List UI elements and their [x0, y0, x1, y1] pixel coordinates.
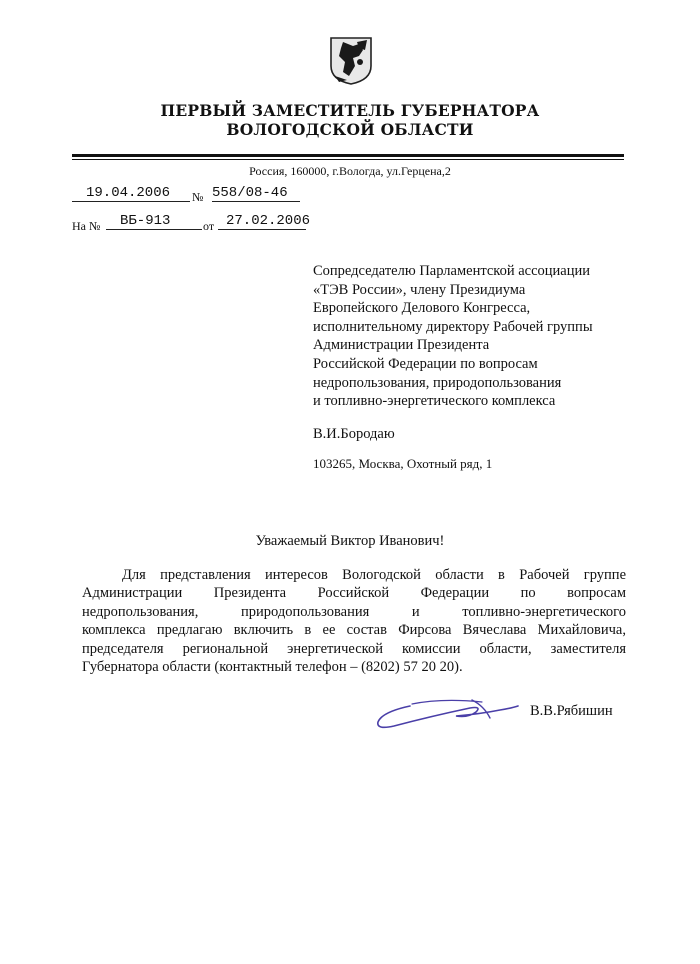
recipient-line: Сопредседателю Парламентской ассоциации	[313, 263, 591, 279]
header-title-line1: ПЕРВЫЙ ЗАМЕСТИТЕЛЬ ГУБЕРНАТОРА	[160, 101, 540, 120]
reference-label: На №	[72, 219, 101, 233]
body-line: Администрации Президента Российской Федерации по вопросам	[82, 585, 626, 602]
header-rule-thin	[72, 159, 624, 160]
body-line: Губернатора области (контактный телефон – (8202) 57 20 20).	[82, 658, 463, 675]
sender-address: Россия, 160000, г.Вологда, ул.Герцена,2	[249, 164, 451, 178]
recipient-line: исполнительному директору Рабочей группы	[313, 318, 593, 335]
recipient-title-block	[313, 262, 653, 411]
reference-number: ВБ-913	[106, 213, 202, 230]
recipient-line: недропользования, природопользования	[313, 374, 562, 391]
recipient-line: «ТЭВ России», члену Президиума	[313, 281, 526, 298]
vologda-coat-of-arms-icon	[329, 36, 373, 86]
outgoing-number: 558/08-46	[212, 185, 300, 202]
recipient-line: Европейского Делового Конгресса,	[313, 300, 531, 317]
header-rule-thick	[72, 154, 624, 157]
recipient-name: В.И.Бородаю	[313, 426, 395, 442]
body-line: председателя региональной энергетической комиссии области, заместителя	[82, 640, 626, 657]
recipient-address: 103265, Москва, Охотный ряд, 1	[313, 456, 493, 471]
handwritten-signature	[372, 692, 522, 738]
body-line: Для представления интересов Вологодской области в Рабочей группе	[122, 567, 626, 583]
body-line: комплекса предлагаю включить в ее состав Фирсова Вячеслава Михайловича,	[82, 622, 626, 639]
salutation: Уважаемый Виктор Иванович!	[255, 533, 445, 549]
body-line: недропользования, природопользования и топливно-энергетического	[82, 603, 626, 620]
letter-body	[82, 566, 626, 676]
number-label: №	[192, 190, 204, 204]
signer-name: В.В.Рябишин	[530, 703, 613, 719]
recipient-line: Администрации Президента	[313, 337, 490, 354]
recipient-line: Российской Федерации по вопросам	[313, 355, 538, 372]
header-title-line2: ВОЛОГОДСКОЙ ОБЛАСТИ	[226, 120, 474, 139]
outgoing-date: 19.04.2006	[72, 185, 190, 202]
recipient-line: и топливно-энергетического комплекса	[313, 393, 556, 410]
reference-date-label: от	[203, 219, 215, 233]
reference-date: 27.02.2006	[218, 213, 306, 230]
